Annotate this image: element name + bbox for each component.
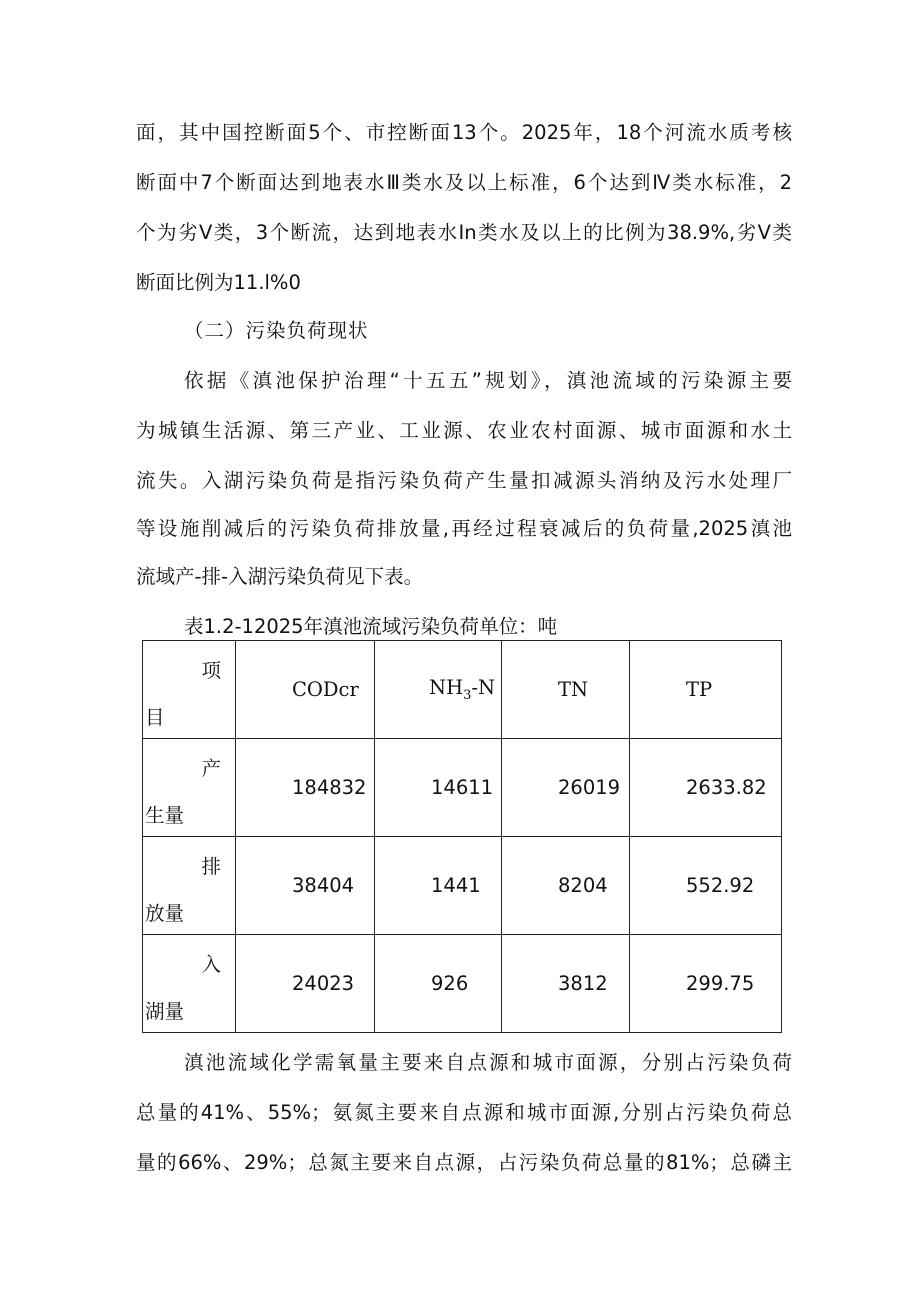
corner-label-bottom: 目 xyxy=(145,706,165,729)
table-row xyxy=(143,935,782,1033)
paragraph-line: 面，其中国控断面5个、市控断面13个。2025年，18个河流水质考核 xyxy=(136,121,792,144)
pollution-load-table xyxy=(142,640,782,1033)
column-header-nh3n: $NH_3-N$ xyxy=(375,641,502,739)
row-label-top: 产 xyxy=(201,757,221,780)
row-label-cell xyxy=(143,935,236,1033)
cell-nh3n: 14611 xyxy=(375,739,502,837)
paragraph-line: 个为劣Ⅴ类，3个断流，达到地表水In类水及以上的比例为38.9%,劣Ⅴ类 xyxy=(136,221,792,244)
section-heading: （二）污染负荷现状 xyxy=(184,319,369,342)
table-row xyxy=(143,739,782,837)
cell-nh3n: 1441 xyxy=(375,837,502,935)
row-label-bottom: 生量 xyxy=(145,804,185,827)
column-header-tp: TP xyxy=(630,641,782,739)
row-label-cell xyxy=(143,739,236,837)
cell-tn: 26019 xyxy=(502,739,630,837)
paragraph-line: 等设施削减后的污染负荷排放量,再经过程衰减后的负荷量,2025滇池 xyxy=(136,517,792,540)
paragraph-line: 滇池流域化学需氧量主要来自点源和城市面源，分别占污染负荷 xyxy=(184,1051,792,1074)
table-caption: 表1.2-12025年滇池流域污染负荷单位：吨 xyxy=(184,615,558,638)
row-label-cell xyxy=(143,837,236,935)
cell-tn: 3812 xyxy=(502,935,630,1033)
column-header-tn: TN xyxy=(502,641,630,739)
column-header-cod: CODcr xyxy=(236,641,375,739)
cell-tp: 552.92 xyxy=(630,837,782,935)
corner-label-top: 项 xyxy=(201,659,221,682)
paragraph-line: 依据《滇池保护治理“十五五”规划》，滇池流域的污染源主要 xyxy=(184,369,792,392)
cell-cod: 184832 xyxy=(236,739,375,837)
row-label-bottom: 湖量 xyxy=(145,1000,185,1023)
paragraph-line: 量的66%、29%；总氮主要来自点源，占污染负荷总量的81%；总磷主 xyxy=(136,1151,792,1174)
cell-cod: 38404 xyxy=(236,837,375,935)
cell-nh3n: 926 xyxy=(375,935,502,1033)
cell-tp: 299.75 xyxy=(630,935,782,1033)
cell-tn: 8204 xyxy=(502,837,630,935)
paragraph-line: 为城镇生活源、第三产业、工业源、农业农村面源、城市面源和水土 xyxy=(136,419,792,442)
row-label-top: 入 xyxy=(201,953,221,976)
table-row xyxy=(143,837,782,935)
paragraph-line: 断面比例为11.l%0 xyxy=(136,271,301,294)
table-corner-cell xyxy=(143,641,236,739)
paragraph-line: 流域产-排-入湖污染负荷见下表。 xyxy=(136,565,424,588)
cell-cod: 24023 xyxy=(236,935,375,1033)
paragraph-line: 流失。入湖污染负荷是指污染负荷产生量扣减源头消纳及污水处理厂 xyxy=(136,469,792,492)
paragraph-line: 总量的41%、55%；氨氮主要来自点源和城市面源,分别占污染负荷总 xyxy=(136,1101,792,1124)
cell-tp: 2633.82 xyxy=(630,739,782,837)
paragraph-line: 断面中7个断面达到地表水Ⅲ类水及以上标准，6个达到Ⅳ类水标准，2 xyxy=(136,171,792,194)
table-header-row xyxy=(143,641,782,739)
row-label-top: 排 xyxy=(201,855,221,878)
row-label-bottom: 放量 xyxy=(145,902,185,925)
